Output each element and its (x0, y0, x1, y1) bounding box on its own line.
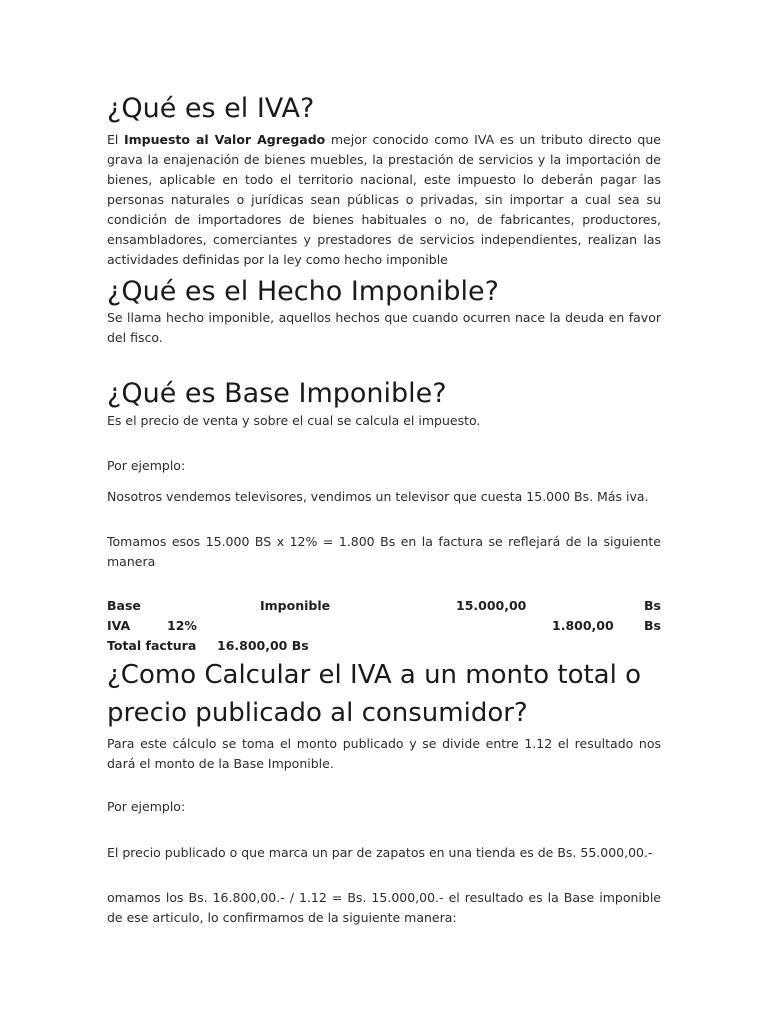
invoice-amount: 15.000,00 (456, 598, 527, 613)
text-run: mejor conocido como IVA es un tributo directo que grava la enajenación de bienes muebles, la prestación de servicios y la importación de bienes, aplicable en todo el territorio nacional, este impuesto lo deberán pagar las personas naturales o jurídicas sean públicas o privadas, sin importar a cual sea su condición de importadores de bienes habituales o no, de fabricantes, productores, ensambladores, comerciantes y prestadores de servicios independientes, realizan las actividades definidas por la ley como hecho imponible (107, 132, 661, 267)
invoice-currency: Bs (644, 618, 661, 633)
heading-hecho-imponible: ¿Qué es el Hecho Imponible? (107, 276, 499, 307)
paragraph-example-zapatos: El precio publicado o que marca un par de zapatos en una tienda es de Bs. 55.000,00.- (107, 845, 653, 860)
paragraph-por-ejemplo-2: Por ejemplo: (107, 799, 186, 814)
invoice-label: Total factura (107, 638, 197, 653)
paragraph-calculation-method: Para este cálculo se toma el monto publicado y se divide entre 1.12 el resultado nos dará el monto de la Base Imponible. (107, 736, 661, 771)
paragraph-iva-definition (107, 130, 661, 270)
invoice-label: Base (107, 598, 141, 613)
invoice-label: Imponible (260, 598, 331, 613)
invoice-amount: 1.800,00 (552, 618, 614, 633)
paragraph-base-definition: Es el precio de venta y sobre el cual se calcula el impuesto. (107, 413, 481, 428)
invoice-row-iva (107, 616, 661, 636)
heading-base-imponible: ¿Qué es Base Imponible? (107, 378, 447, 409)
invoice-row-total (107, 636, 661, 656)
paragraph-confirmation: omamos los Bs. 16.800,00.- / 1.12 = Bs. 15.000,00.- el resultado es la Base imponible de ese articulo, lo confirmamos de la siguiente manera: (107, 890, 661, 925)
heading-que-es-iva: ¿Qué es el IVA? (107, 93, 315, 124)
invoice-label: IVA (107, 618, 131, 633)
invoice-rate: 12% (167, 618, 197, 633)
paragraph-example-televisor: Nosotros vendemos televisores, vendimos un televisor que cuesta 15.000 Bs. Más iva. (107, 489, 649, 504)
paragraph-calculation: Tomamos esos 15.000 BS x 12% = 1.800 Bs en la factura se reflejará de la siguiente manera (107, 534, 661, 569)
bold-term: Impuesto al Valor Agregado (123, 132, 326, 147)
text-run: El (107, 132, 124, 147)
paragraph-hecho-imponible: Se llama hecho imponible, aquellos hechos que cuando ocurren nace la deuda en favor del fisco. (107, 310, 661, 345)
invoice-total-amount: 16.800,00 Bs (217, 638, 309, 653)
paragraph-por-ejemplo: Por ejemplo: (107, 458, 186, 473)
invoice-currency: Bs (644, 598, 661, 613)
heading-como-calcular-iva: ¿Como Calcular el IVA a un monto total o precio publicado al consumidor? (107, 660, 642, 728)
invoice-row-base (107, 596, 661, 616)
